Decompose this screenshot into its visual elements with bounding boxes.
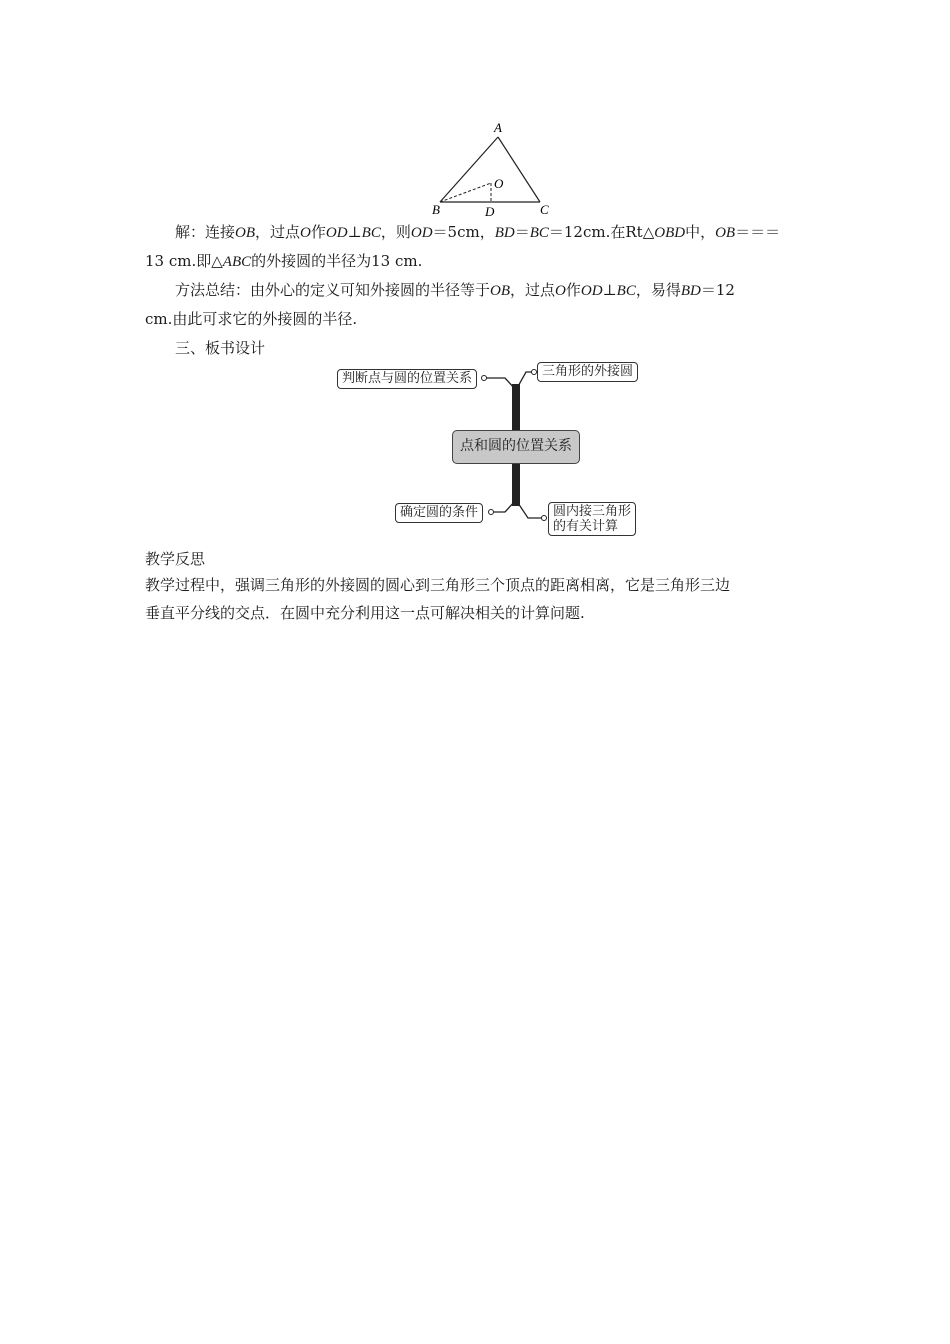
reflection-heading bbox=[145, 545, 810, 574]
solution-paragraph bbox=[145, 218, 810, 248]
method-line-2 bbox=[145, 305, 810, 334]
section-title-text: 三、板书设计 bbox=[175, 339, 266, 357]
var-bd: BD bbox=[680, 283, 701, 299]
var-od: OD bbox=[410, 225, 433, 241]
reflection-line-2 bbox=[145, 599, 810, 628]
var-obd: OBD bbox=[654, 225, 686, 241]
connector-dot bbox=[489, 510, 494, 515]
label-c: C bbox=[540, 202, 549, 217]
mindmap-node-label: 三角形的外接圆 bbox=[542, 364, 634, 379]
mindmap-center-node bbox=[452, 430, 580, 464]
var-bd: BD bbox=[494, 225, 515, 241]
mindmap-node-label: 的有关计算 bbox=[553, 519, 619, 534]
method-text: cm.由此可求它的外接圆的半径. bbox=[145, 310, 358, 328]
solution-text: 的外接圆的半径为13 cm. bbox=[251, 252, 423, 270]
label-a: A bbox=[494, 120, 502, 135]
mindmap-node-top-left bbox=[337, 369, 477, 389]
var-o: O bbox=[300, 225, 311, 241]
mindmap-center-label: 点和圆的位置关系 bbox=[460, 438, 572, 454]
method-text: ＝12 bbox=[700, 281, 735, 299]
var-o: O bbox=[555, 283, 566, 299]
perp-symbol: ⊥ bbox=[602, 281, 617, 299]
solution-text: ，过点 bbox=[255, 223, 301, 241]
mindmap-node-label: 确定圆的条件 bbox=[400, 505, 479, 520]
reflection-heading-text: 教学反思 bbox=[145, 550, 206, 568]
method-text: 方法总结：由外心的定义可知外接圆的半径等于 bbox=[175, 281, 491, 299]
solution-text: 13 cm.即△ bbox=[145, 252, 223, 270]
triangle-diagram bbox=[420, 115, 560, 225]
solution-text: 作 bbox=[310, 223, 326, 241]
solution-text: 中， bbox=[685, 223, 716, 241]
method-text: 作 bbox=[565, 281, 581, 299]
var-bc: BC bbox=[529, 225, 549, 241]
solution-text: ＝12cm.在Rt△ bbox=[548, 223, 655, 241]
solution-text: ＝5cm， bbox=[432, 223, 495, 241]
section-title bbox=[145, 334, 810, 363]
var-od: OD bbox=[325, 225, 348, 241]
label-d: D bbox=[485, 204, 495, 219]
var-bc: BC bbox=[361, 225, 381, 241]
reflection-text: 教学过程中，强调三角形的外接圆的圆心到三角形三个顶点的距离相离，它是三角形三边 bbox=[145, 576, 731, 594]
label-o: O bbox=[494, 176, 504, 191]
var-ob: OB bbox=[490, 283, 511, 299]
mindmap-node-bottom-right bbox=[548, 502, 636, 536]
side-ab bbox=[440, 137, 498, 202]
side-ac bbox=[498, 137, 540, 202]
method-text: ，过点 bbox=[510, 281, 556, 299]
var-ob: OB bbox=[235, 225, 256, 241]
connector-top-left bbox=[486, 378, 516, 390]
segment-ob bbox=[440, 183, 491, 202]
mindmap-node-label: 判断点与圆的位置关系 bbox=[342, 371, 473, 386]
mindmap-node-label: 圆内接三角形 bbox=[553, 504, 632, 519]
var-od: OD bbox=[580, 283, 603, 299]
label-b: B bbox=[432, 202, 440, 217]
solution-text: 解：连接 bbox=[175, 223, 236, 241]
perp-symbol: ⊥ bbox=[347, 223, 362, 241]
mindmap-node-bottom-left bbox=[395, 503, 483, 523]
mindmap-node-top-right bbox=[537, 362, 638, 382]
method-summary bbox=[145, 276, 810, 306]
reflection-line-1 bbox=[145, 571, 810, 600]
var-abc: ABC bbox=[222, 254, 252, 270]
var-ob: OB bbox=[715, 225, 736, 241]
connector-dot bbox=[532, 370, 537, 375]
reflection-text: 垂直平分线的交点．在圆中充分利用这一点可解决相关的计算问题. bbox=[145, 604, 585, 622]
solution-text: ，则 bbox=[380, 223, 411, 241]
solution-text: ＝ bbox=[514, 223, 530, 241]
connector-dot bbox=[542, 516, 547, 521]
solution-text: ＝＝＝ bbox=[735, 223, 781, 241]
method-text: ，易得 bbox=[635, 281, 681, 299]
solution-line-2 bbox=[145, 247, 810, 277]
connector-dot bbox=[482, 376, 487, 381]
var-bc: BC bbox=[616, 283, 636, 299]
